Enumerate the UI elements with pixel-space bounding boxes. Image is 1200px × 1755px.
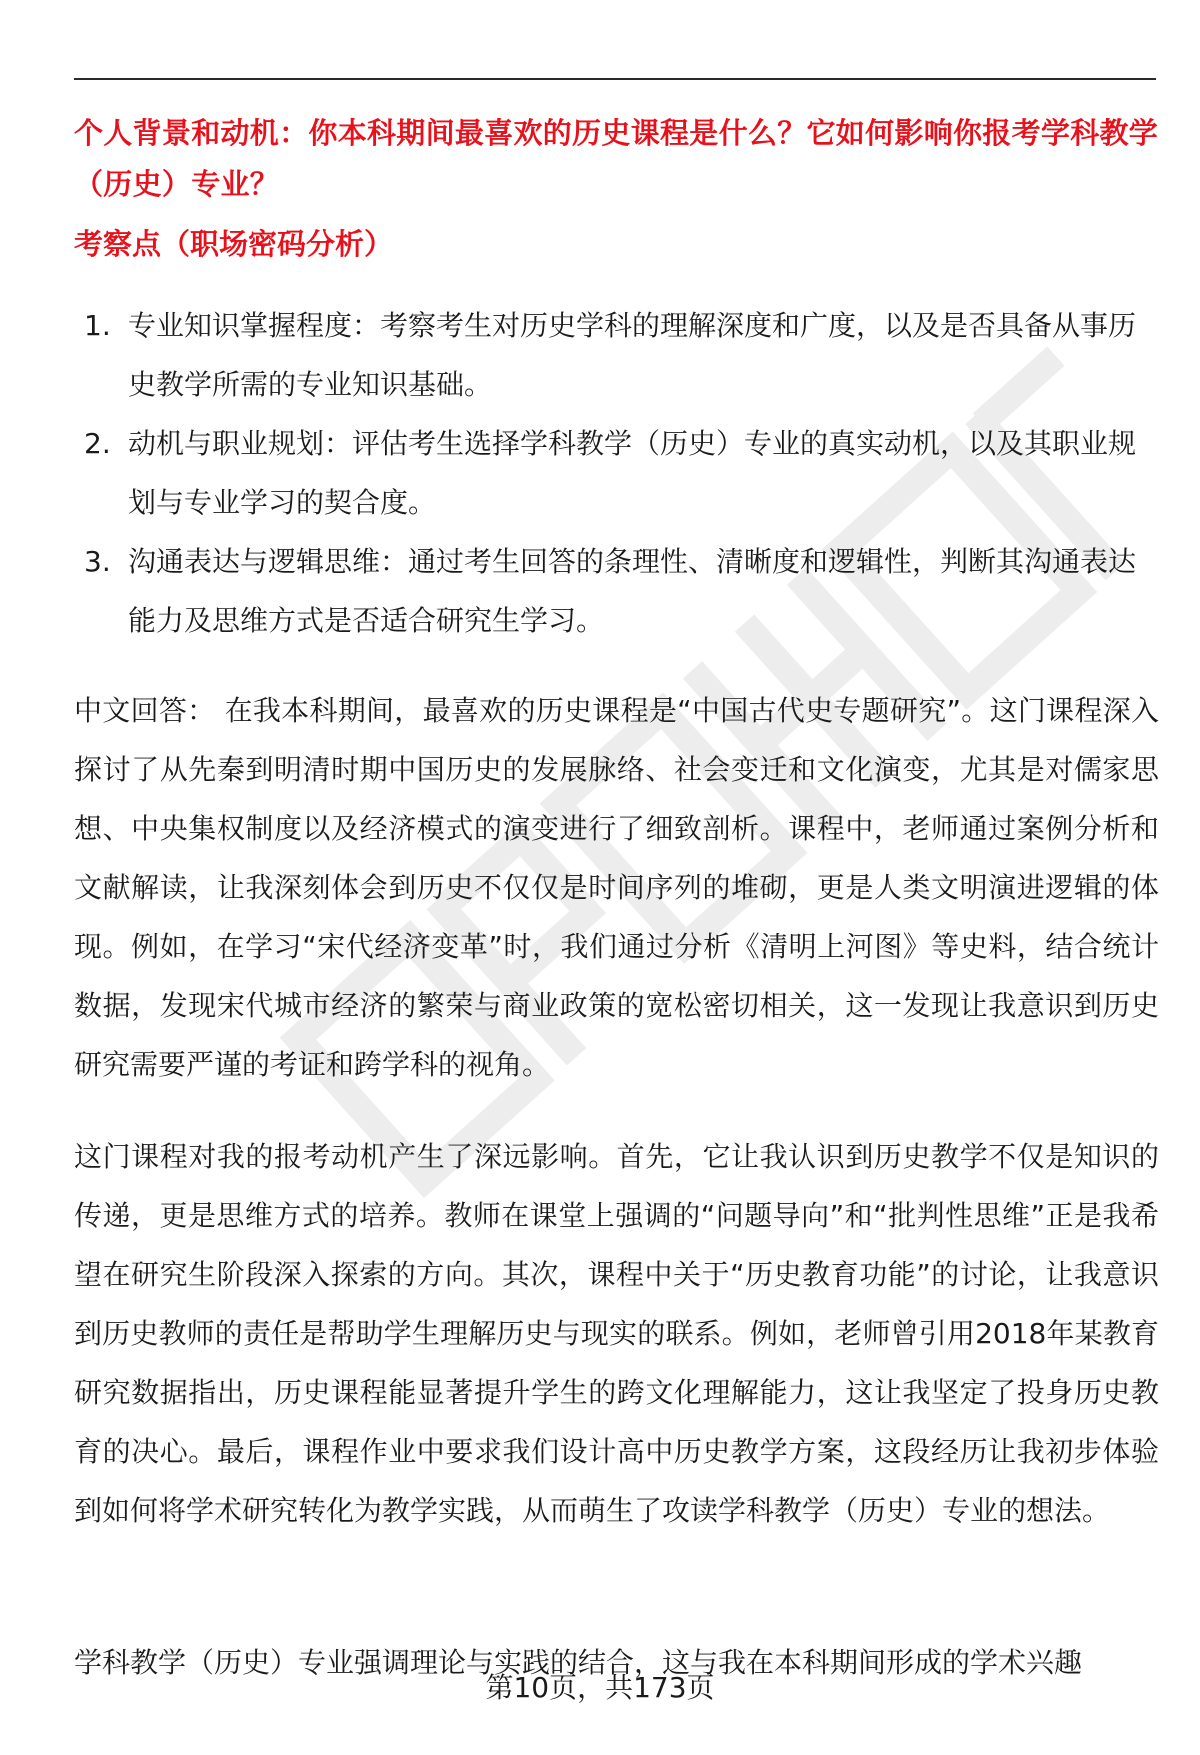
answer-paragraph: 这门课程对我的报考动机产生了深远影响。首先，它让我认识到历史教学不仅是知识的传递，更是思维方式的培养。教师在课堂上强调的“问题导向”和“批判性思维”正是我希望在研究生阶段深入探索的方向。其次，课程中关于“历史教育功能”的讨论，让我意识到历史教师的责任是帮助学生理解历史与现实的联系。例如，老师曾引用2018年某教育研究数据指出，历史课程能显著提升学生的跨文化理解能力，这让我坚定了投身历史教育的决心。最后，课程作业中要求我们设计高中历史教学方案，这段经历让我初步体验到如何将学术研究转化为教学实践，从而萌生了攻读学科教学（历史）专业的想法。 xyxy=(74,1140,1159,1527)
answer-paragraph: 学科教学（历史）专业强调理论与实践的结合，这与我在本科期间形成的学术兴趣 xyxy=(74,1646,1083,1679)
page-number-footer: 第10页，共173页 xyxy=(485,1671,715,1704)
list-item-text: 沟通表达与逻辑思维：通过考生回答的条理性、清晰度和逻辑性，判断其沟通表达能力及思维方式是否适合研究生学习。 xyxy=(128,545,1137,637)
assessment-points-list xyxy=(74,296,1159,650)
list-item xyxy=(74,414,1159,532)
list-item-text: 专业知识掌握程度：考察考生对历史学科的理解深度和广度，以及是否具备从事历史教学所需的专业知识基础。 xyxy=(128,309,1137,401)
section-heading: 考察点（职场密码分析） xyxy=(74,227,394,261)
list-item-number: 3. xyxy=(84,545,111,578)
list-item-number: 1. xyxy=(84,309,111,342)
list-item-text: 动机与职业规划：评估考生选择学科教学（历史）专业的真实动机，以及其职业规划与专业学习的契合度。 xyxy=(128,427,1137,519)
list-item xyxy=(74,532,1159,650)
answer-paragraph: 中文回答： 在我本科期间，最喜欢的历史课程是“中国古代史专题研究”。这门课程深入探讨了从先秦到明清时期中国历史的发展脉络、社会变迁和文化演变，尤其是对儒家思想、中央集权制度以及经济模式的演变进行了细致剖析。课程中，老师通过案例分析和文献解读，让我深刻体会到历史不仅仅是时间序列的堆砌，更是人类文明演进逻辑的体现。例如，在学习“宋代经济变革”时，我们通过分析《清明上河图》等史料，结合统计数据，发现宋代城市经济的繁荣与商业政策的宽松密切相关，这一发现让我意识到历史研究需要严谨的考证和跨学科的视角。 xyxy=(74,694,1159,1081)
question-heading: 个人背景和动机：你本科期间最喜欢的历史课程是什么？它如何影响你报考学科教学（历史）专业？ xyxy=(74,116,1159,201)
list-item-number: 2. xyxy=(84,427,111,460)
header-divider xyxy=(74,78,1156,80)
list-item xyxy=(74,296,1159,414)
